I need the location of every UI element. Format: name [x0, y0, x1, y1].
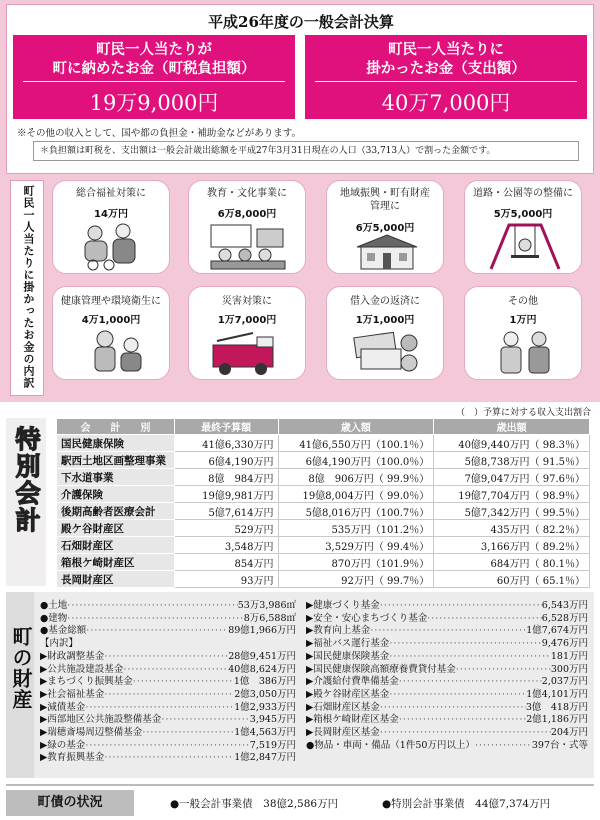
- fire-truck-icon: [209, 327, 287, 377]
- category-name: 地域振興・町有財産 管理に: [340, 188, 430, 212]
- account-name: 下水道事業: [57, 469, 175, 486]
- list-item: [306, 638, 588, 651]
- item-label: ▶殿ケ谷財産区基金: [306, 688, 390, 700]
- category-amount: 6万8,000円: [217, 209, 277, 220]
- item-label: ●物品・車両・備品（1件50万円以上）: [306, 739, 475, 751]
- item-label: ▶社会福祉基金: [40, 688, 105, 700]
- item-label: ●建物: [40, 612, 68, 624]
- item-label: ▶公共施設建設基金: [40, 663, 124, 675]
- category-card-health: [52, 286, 170, 380]
- general-account-debt: ●一般会計事業債 38億2,586万円: [170, 798, 339, 810]
- budget-cell: 93万円: [174, 571, 278, 588]
- col-header-budget: 最終予算額: [174, 419, 278, 435]
- elderly-care-icon: [75, 221, 149, 271]
- leader-dots: [86, 625, 228, 638]
- col-header-expenditure: 歳出額: [434, 419, 590, 435]
- page-title: 平成26年度の一般会計決算: [208, 13, 394, 31]
- item-value: 1億4,101万円: [526, 688, 588, 700]
- leader-dots: [475, 740, 532, 753]
- item-value: 3億 418万円: [525, 701, 588, 713]
- money-icon: [351, 329, 421, 375]
- item-label: ▶瑞穂斎場周辺整備基金: [40, 727, 143, 739]
- leader-dots: [85, 702, 234, 715]
- table-row: [57, 520, 590, 537]
- item-value: 2,037万円: [541, 676, 588, 688]
- tax-burden-label-line1: 町民一人当たりが: [96, 42, 212, 58]
- family-health-icon: [87, 327, 147, 377]
- expenditure-cell: 435万円（ 82.2％）: [434, 520, 590, 537]
- item-label: 【内訳】: [40, 638, 79, 650]
- account-name: 介護保険: [57, 486, 175, 503]
- breakdown-label: 町民一人当たりに掛かったお金の内訳: [22, 185, 35, 389]
- item-value: 300万円: [550, 663, 588, 675]
- list-item: [40, 664, 296, 677]
- item-label: ▶介護給付費準備基金: [306, 676, 399, 688]
- list-item: [306, 625, 588, 638]
- item-label: ▶国民健康保険基金: [306, 650, 390, 662]
- category-name: 総合福祉対策に: [76, 188, 146, 199]
- item-value: 7,519万円: [249, 739, 296, 751]
- category-amount: 1万1,000円: [355, 315, 415, 326]
- category-card-education: [188, 180, 306, 274]
- list-item: [40, 714, 296, 727]
- spending-label-line1: 町民一人当たりに: [388, 42, 504, 58]
- category-card-welfare: [52, 180, 170, 274]
- budget-cell: 3,548万円: [174, 537, 278, 554]
- item-value: 1億4,563万円: [234, 727, 296, 739]
- account-name: 国民健康保険: [57, 435, 175, 452]
- category-card-other: [464, 286, 582, 380]
- special-accounts-title: 特別会計: [12, 426, 41, 534]
- category-name: 借入金の返済に: [350, 296, 420, 307]
- debt-title: 町債の状況: [6, 790, 134, 816]
- category-name: 教育・文化事業に: [207, 188, 287, 199]
- item-value: 8万6,588㎡: [243, 612, 296, 624]
- item-value: 1億2,847万円: [234, 752, 296, 764]
- leader-dots: [104, 752, 234, 765]
- item-label: ▶減債基金: [40, 701, 86, 713]
- revenue-cell: 5億8,016万円（100.7％）: [278, 503, 434, 520]
- table-row: [57, 503, 590, 520]
- budget-cell: 5億7,614万円: [174, 503, 278, 520]
- leader-dots: [456, 664, 551, 677]
- breakdown-label-box: [10, 180, 44, 396]
- expenditure-cell: 3,166万円（ 89.2％）: [434, 537, 590, 554]
- expenditure-cell: 60万円（ 65.1％）: [434, 571, 590, 588]
- tax-burden-label-line2: 町に納めたお金（町税負担額）: [52, 61, 256, 77]
- leader-dots: [370, 625, 526, 638]
- people-icon: [495, 327, 555, 377]
- item-label: ▶福祉バス運行基金: [306, 638, 390, 650]
- general-account-section: [0, 0, 600, 402]
- item-value: 397台・式等: [531, 739, 588, 751]
- item-value: 6,543万円: [541, 600, 588, 611]
- leader-dots: [133, 676, 234, 689]
- item-value: 89億1,966万円: [228, 625, 296, 637]
- category-amount: 1万円: [509, 315, 537, 326]
- item-label: ▶石畑財産区基金: [306, 701, 380, 713]
- leader-dots: [142, 727, 234, 740]
- revenue-cell: 535万円（101.2％）: [278, 520, 434, 537]
- category-card-regional: [326, 180, 444, 274]
- item-value: 53万3,986㎡: [237, 600, 296, 611]
- col-header-revenue: 歳入額: [278, 419, 434, 435]
- list-item: [306, 727, 588, 740]
- leader-dots: [427, 613, 542, 626]
- item-label: ▶安全・安心まちづくり基金: [306, 612, 428, 624]
- debt-section: [6, 784, 594, 816]
- spending-amount: 40万7,000円: [381, 91, 511, 115]
- swing-icon: [485, 221, 565, 271]
- item-label: ▶財政調整基金: [40, 650, 105, 662]
- list-item: [40, 689, 296, 702]
- category-amount: 5万5,000円: [493, 209, 553, 220]
- expenditure-cell: 5億8,738万円（ 91.5％）: [434, 452, 590, 469]
- building-icon: [353, 233, 421, 271]
- table-row: [57, 486, 590, 503]
- leader-dots: [123, 664, 228, 677]
- expenditure-cell: 5億7,342万円（ 99.5％）: [434, 503, 590, 520]
- revenue-cell: 3,529万円（ 99.4％）: [278, 537, 434, 554]
- budget-cell: 854万円: [174, 554, 278, 571]
- revenue-cell: 870万円（101.9％）: [278, 554, 434, 571]
- col-header-account: 会 計 別: [57, 419, 175, 435]
- special-accounts-table: [56, 418, 590, 588]
- divider: [315, 81, 577, 82]
- category-amount: 6万5,000円: [355, 223, 415, 234]
- special-account-debt: ●特別会計事業債 44億7,374万円: [382, 798, 551, 810]
- leader-dots: [380, 727, 551, 740]
- expenditure-cell: 19億7,704万円（ 98.9％）: [434, 486, 590, 503]
- budget-cell: 41億6,330万円: [174, 435, 278, 452]
- leader-dots: [380, 600, 542, 613]
- item-label: ▶長岡財産区基金: [306, 727, 380, 739]
- summary-panel: [6, 4, 594, 174]
- budget-cell: 8億 984万円: [174, 469, 278, 486]
- budget-cell: 19億9,981万円: [174, 486, 278, 503]
- spending-label-line2: 掛かったお金（支出額）: [366, 61, 526, 77]
- list-item: [306, 676, 588, 689]
- list-item: [40, 651, 296, 664]
- table-row: [57, 554, 590, 571]
- revenue-cell: 92万円（ 99.7％）: [278, 571, 434, 588]
- tax-burden-box: [13, 35, 295, 119]
- category-name: 災害対策に: [222, 296, 272, 307]
- list-item: [306, 651, 588, 664]
- ratio-note: （ ）予算に対する収入支出割合: [456, 408, 592, 418]
- spending-box: [305, 35, 587, 119]
- list-item: [306, 702, 588, 715]
- expenditure-cell: 40億9,440万円（ 98.3％）: [434, 435, 590, 452]
- leader-dots: [104, 651, 228, 664]
- list-item: [40, 727, 296, 740]
- item-label: ▶緑の基金: [40, 739, 86, 751]
- leader-dots: [389, 689, 526, 702]
- leader-dots: [161, 714, 249, 727]
- item-label: ▶箱根ケ崎財産区基金: [306, 714, 399, 726]
- list-item: [40, 740, 296, 753]
- category-card-disaster: [188, 286, 306, 380]
- item-label: ▶西部地区公共施設整備基金: [40, 714, 162, 726]
- item-label: ▶教育向上基金: [306, 625, 371, 637]
- list-item: [306, 740, 588, 753]
- category-amount: 1万7,000円: [217, 315, 277, 326]
- account-name: 石畑財産区: [57, 537, 175, 554]
- category-card-loan-repayment: [326, 286, 444, 380]
- list-item: [40, 613, 296, 626]
- table-header-row: [57, 419, 590, 435]
- category-name: 道路・公園等の整備に: [473, 188, 573, 199]
- leader-dots: [399, 676, 542, 689]
- leader-dots: [389, 638, 541, 651]
- budget-cell: 529万円: [174, 520, 278, 537]
- item-label: ●基金総額: [40, 625, 87, 637]
- list-item: [306, 664, 588, 677]
- calculation-note: ＊負担額は町税を、支出額は一般会計歳出総額を平成27年3月31日現在の人口（33,713人）で割った金額です。: [33, 141, 579, 161]
- revenue-cell: 41億6,550万円（100.1％）: [278, 435, 434, 452]
- item-value: 2億1,186万円: [526, 714, 588, 726]
- category-card-roads-parks: [464, 180, 582, 274]
- classroom-icon: [207, 221, 289, 271]
- expenditure-cell: 684万円（ 80.1％）: [434, 554, 590, 571]
- table-row: [57, 435, 590, 452]
- leader-dots: [67, 613, 243, 626]
- tax-burden-label: [23, 41, 285, 79]
- expenditure-cell: 7億9,047万円（ 97.6％）: [434, 469, 590, 486]
- item-value: 6,528万円: [541, 612, 588, 624]
- divider: [23, 81, 285, 82]
- town-property-label-bg: [6, 592, 34, 778]
- property-list-right: [306, 600, 588, 752]
- account-name: 後期高齢者医療会計: [57, 503, 175, 520]
- town-property-title: 町の財産: [9, 626, 33, 710]
- category-amount: 14万円: [94, 209, 128, 220]
- list-item: [306, 600, 588, 613]
- revenue-cell: 6億4,190万円（100.0％）: [278, 452, 434, 469]
- list-item: [40, 600, 296, 613]
- item-value: 9,476万円: [541, 638, 588, 650]
- account-name: 長岡財産区: [57, 571, 175, 588]
- item-label: ▶教育振興基金: [40, 752, 105, 764]
- account-name: 殿ケ谷財産区: [57, 520, 175, 537]
- revenue-cell: 19億8,004万円（ 99.0％）: [278, 486, 434, 503]
- table-row: [57, 571, 590, 588]
- leader-dots: [389, 651, 551, 664]
- item-value: 1億2,933万円: [234, 701, 296, 713]
- leader-dots: [85, 740, 249, 753]
- leader-dots: [67, 600, 237, 613]
- table-row: [57, 537, 590, 554]
- item-value: 181万円: [550, 650, 588, 662]
- table-row: [57, 452, 590, 469]
- list-item: [40, 752, 296, 765]
- item-value: 40億8,624万円: [228, 663, 296, 675]
- leader-dots: [104, 689, 234, 702]
- list-item: [40, 702, 296, 715]
- item-label: ▶まちづくり振興基金: [40, 676, 133, 688]
- item-value: 2億3,050万円: [234, 688, 296, 700]
- account-name: 駅西土地区画整理事業: [57, 452, 175, 469]
- budget-cell: 6億4,190万円: [174, 452, 278, 469]
- table-row: [57, 469, 590, 486]
- item-value: 28億9,451万円: [228, 650, 296, 662]
- item-label: ▶健康づくり基金: [306, 600, 380, 611]
- list-item: [306, 689, 588, 702]
- item-value: 1億 386万円: [233, 676, 296, 688]
- item-value: 3,945万円: [249, 714, 296, 726]
- spending-label: [315, 41, 577, 79]
- item-value: 204万円: [550, 727, 588, 739]
- town-property-section: [6, 592, 594, 778]
- leader-dots: [380, 702, 526, 715]
- item-label: ▶国民健康保険高額療養費貸付基金: [306, 663, 456, 675]
- list-item: [40, 676, 296, 689]
- item-label: ●土地: [40, 600, 68, 611]
- category-name: 健康管理や環境衛生に: [61, 296, 161, 307]
- revenue-cell: 8億 906万円（ 99.9％）: [278, 469, 434, 486]
- other-income-note: ※その他の収入として、国や都の負担金・補助金などがあります。: [17, 128, 302, 139]
- list-item: [40, 625, 296, 638]
- property-list-left: [40, 600, 296, 765]
- list-item: [40, 638, 296, 651]
- list-item: [306, 613, 588, 626]
- category-name: その他: [508, 296, 538, 307]
- category-amount: 4万1,000円: [81, 315, 141, 326]
- tax-burden-amount: 19万9,000円: [89, 91, 219, 115]
- list-item: [306, 714, 588, 727]
- leader-dots: [399, 714, 526, 727]
- account-name: 箱根ケ崎財産区: [57, 554, 175, 571]
- item-value: 1億7,674万円: [526, 625, 588, 637]
